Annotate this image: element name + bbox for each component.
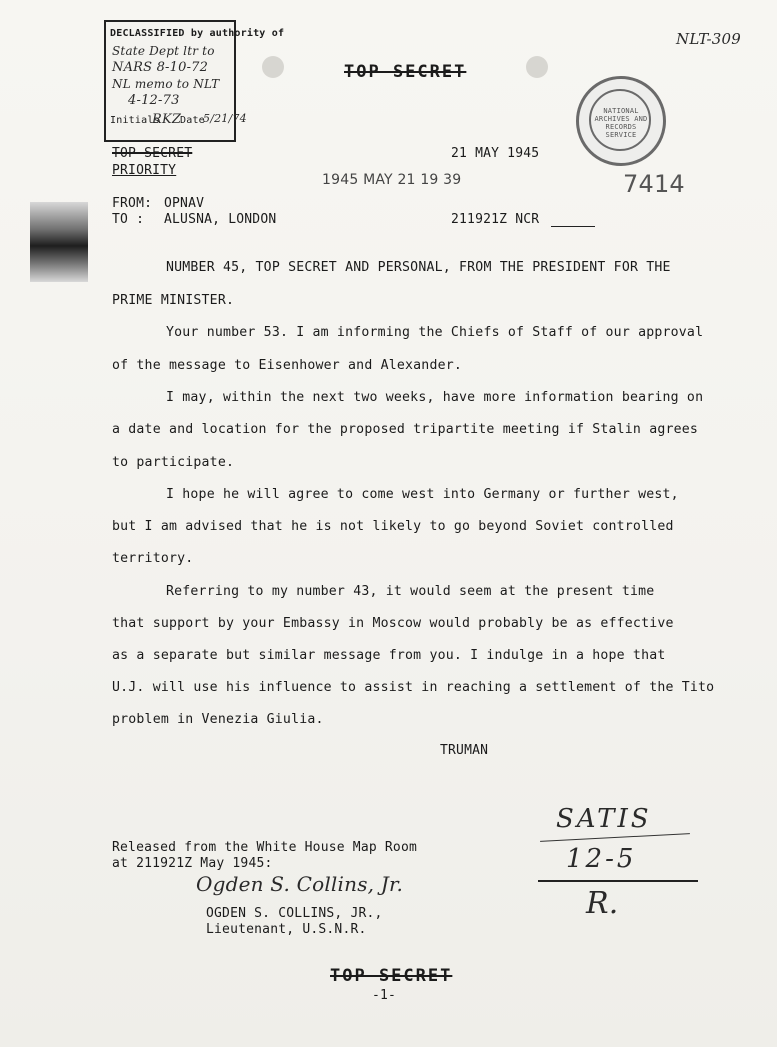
- para-3-line-2: a date and location for the proposed tripartite meeting if Stalin agrees: [112, 422, 699, 437]
- officer-rank: Lieutenant, U.S.N.R.: [206, 922, 367, 937]
- handwritten-note-date: 12-5: [566, 844, 637, 874]
- para-4-line-2: but I am advised that he is not likely to go beyond Soviet controlled: [112, 519, 674, 534]
- note-rule-1: [540, 833, 690, 842]
- archive-id: NLT-309: [676, 30, 742, 48]
- declassification-stamp: [104, 20, 285, 142]
- declass-line-5: 4-12-73: [128, 93, 180, 108]
- para-2-line-2: of the message to Eisenhower and Alexander.: [112, 358, 463, 373]
- dtg-blank-line: [551, 226, 595, 227]
- para-4-line-1: I hope he will agree to come west into Germany or further west,: [166, 487, 679, 502]
- declass-line-1: DECLASSIFIED by authority of: [110, 28, 285, 39]
- release-line-2: at 211921Z May 1945:: [112, 856, 273, 871]
- signature-name: TRUMAN: [440, 743, 489, 758]
- footer-top-secret: TOP SECRET: [330, 966, 453, 986]
- para-3-line-3: to participate.: [112, 455, 235, 470]
- date-typed: 21 MAY 1945: [451, 146, 540, 161]
- para-1-line-1: NUMBER 45, TOP SECRET AND PERSONAL, FROM THE PRESIDENT FOR THE: [166, 260, 671, 275]
- para-1-line-2: PRIME MINISTER.: [112, 293, 235, 308]
- from-value: OPNAV: [164, 196, 205, 211]
- page-number: -1-: [372, 988, 397, 1003]
- declass-line-4: NL memo to NLT: [112, 77, 220, 91]
- initials-label: Initials: [110, 115, 160, 126]
- para-5-line-5: problem in Venezia Giulia.: [112, 712, 324, 727]
- declass-line-3: NARS 8-10-72: [112, 60, 209, 75]
- scan-mark: [30, 202, 88, 282]
- para-5-line-4: U.J. will use his influence to assist in reaching a settlement of the Tito: [112, 680, 715, 695]
- note-rule-2: [538, 880, 698, 882]
- para-2-line-1: Your number 53. I am informing the Chiefs of Staff of our approval: [166, 325, 704, 340]
- punch-hole-left: [262, 56, 284, 78]
- release-line-1: Released from the White House Map Room: [112, 840, 418, 855]
- para-5-line-3: as a separate but similar message from you. I indulge in a hope that: [112, 648, 666, 663]
- seal-text: NATIONAL ARCHIVES AND RECORDS SERVICE: [594, 107, 648, 139]
- para-3-line-1: I may, within the next two weeks, have more information bearing on: [166, 390, 704, 405]
- date-label: Date: [180, 115, 205, 126]
- initials-value: RKZ: [152, 112, 182, 127]
- dtg: 211921Z NCR: [451, 212, 540, 227]
- date-stamp: 1945 MAY 21 19 39: [322, 172, 462, 188]
- priority-label: PRIORITY: [112, 163, 177, 178]
- declass-line-2: State Dept ltr to: [112, 44, 215, 58]
- para-5-line-2: that support by your Embassy in Moscow would probably be as effective: [112, 616, 674, 631]
- handwritten-note-initial: R.: [586, 886, 619, 921]
- para-5-line-1: Referring to my number 43, it would seem at the present time: [166, 584, 655, 599]
- date-value: 5/21/74: [203, 112, 247, 125]
- to-value: ALUSNA, LONDON: [164, 212, 277, 227]
- para-4-line-3: territory.: [112, 551, 194, 566]
- from-label: FROM:: [112, 196, 153, 211]
- to-label: TO :: [112, 212, 145, 227]
- officer-name: OGDEN S. COLLINS, JR.,: [206, 906, 383, 921]
- punch-hole-right: [526, 56, 548, 78]
- top-secret-header: TOP SECRET: [344, 62, 467, 82]
- handwritten-signature: Ogden S. Collins, Jr.: [196, 872, 404, 896]
- classification-struck: TOP SECRET: [112, 146, 193, 161]
- truman-library-seal: [576, 76, 666, 166]
- handwritten-note-satis: SATIS: [556, 804, 652, 834]
- message-number-stamp: 7414: [623, 170, 685, 198]
